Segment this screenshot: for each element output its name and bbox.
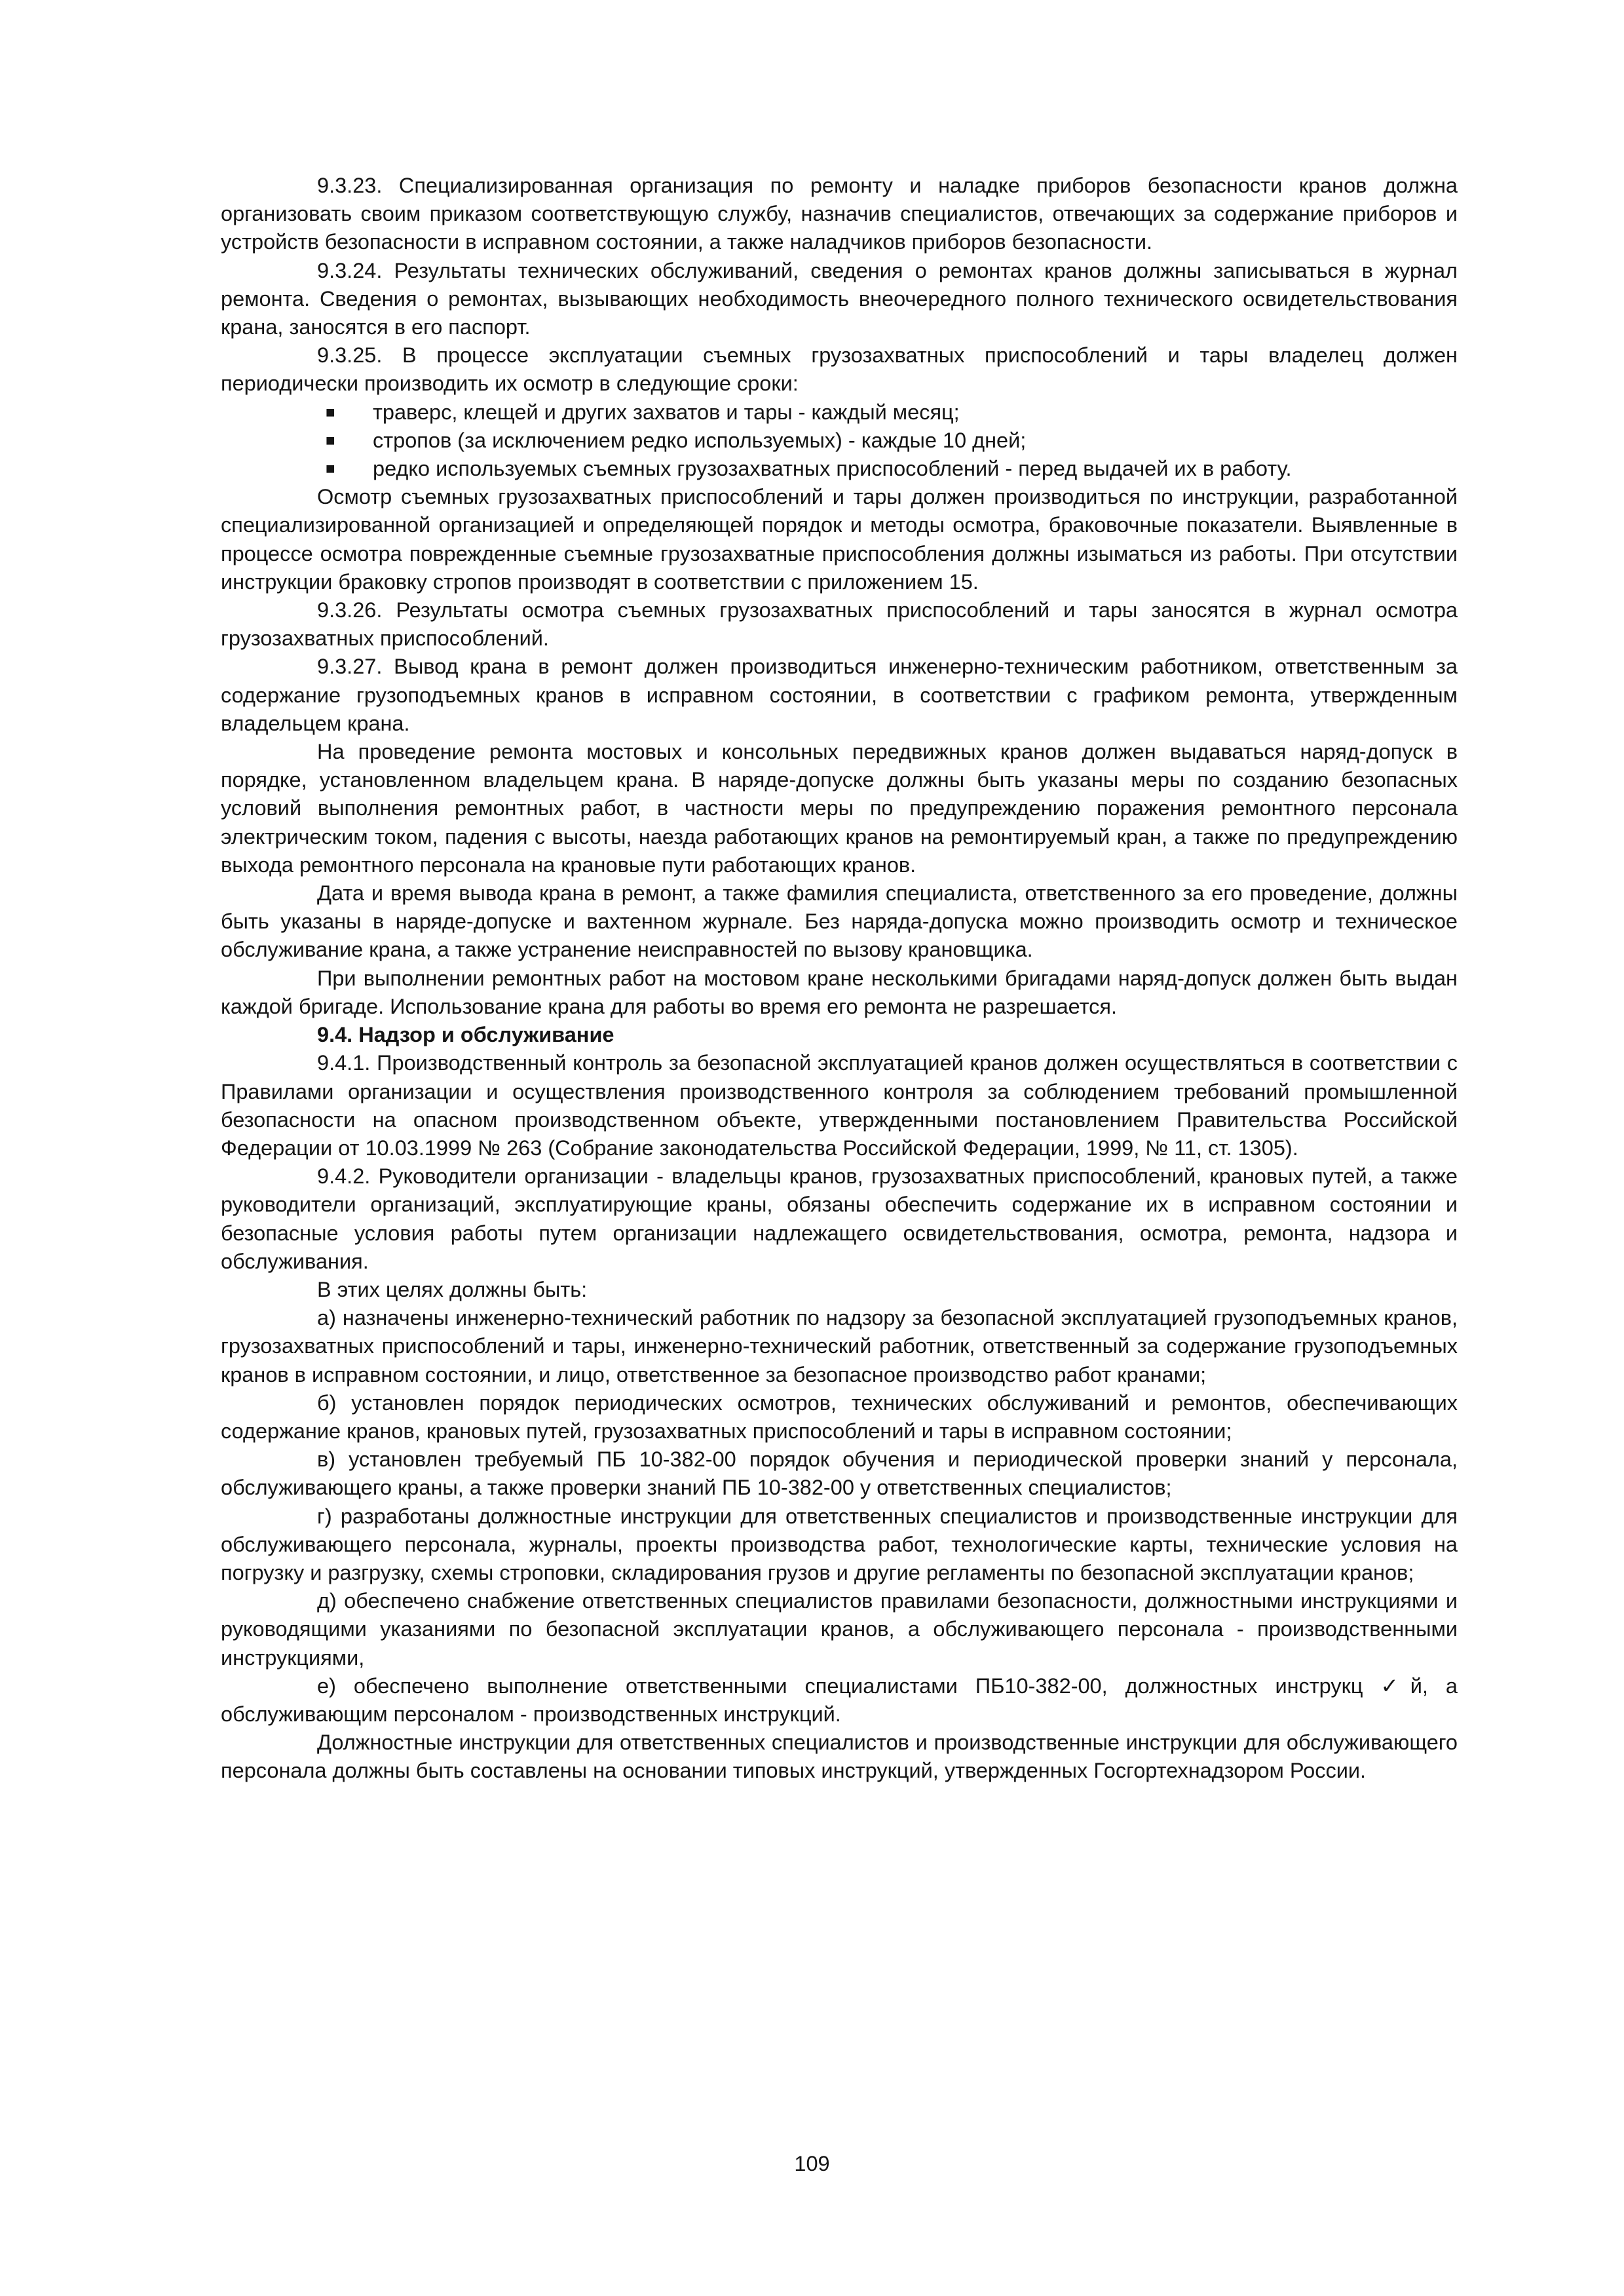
paragraph-item-b: б) установлен порядок периодических осмотров, технических обслуживаний и ремонтов, обеспечивающих содержание кранов, крановых путей, грузозахватных приспособлений и тары в исправном состоянии; [221,1390,1458,1443]
paragraph-9-3-25: 9.3.25. В процессе эксплуатации съемных грузозахватных приспособлений и тары владелец должен периодически производить их осмотр в следующие сроки: [221,343,1458,396]
paragraph-9-3-27: 9.3.27. Вывод крана в ремонт должен производиться инженерно-техническим работником, ответственным за содержание грузоподъемных кранов в исправном состоянии, в соответствии с графиком ремонта, утвержденным владельцем крана. [221,655,1458,735]
bullet-icon: ■ [326,460,335,478]
list-item [221,427,1458,455]
bullet-icon: ■ [326,403,335,421]
document-body [221,172,1458,1786]
paragraph-inspection: Осмотр съемных грузозахватных приспособлений и тары должен производиться по инструкции, разработанной специализированной организацией и определяющей порядок и методы осмотра, браковочные показатели. Выявленные в процессе осмотра поврежденные съемные грузозахватные приспособления должны изыматься из работы. При отсутствии инструкции браковку стропов производят в соответствии с приложением 15. [221,485,1458,594]
paragraph-permit: На проведение ремонта мостовых и консольных передвижных кранов должен выдаваться наряд-допуск в порядке, установленном владельцем крана. В наряде-допуске должны быть указаны меры по созданию безопасных условий выполнения ремонтных работ, в частности меры по предупреждению поражения ремонтного персонала электрическим током, падения с высоты, наезда работающих кранов на ремонтируемый кран, а также по предупреждению выхода ремонтного персонала на крановые пути работающих кранов. [221,740,1458,877]
section-heading-9-4: 9.4. Надзор и обслуживание [317,1023,614,1047]
paragraph-goals: В этих целях должны быть: [317,1277,588,1301]
list-item-text: стропов (за исключением редко используемых) - каждые 10 дней; [373,428,1027,452]
paragraph-item-v: в) установлен требуемый ПБ 10-382-00 порядок обучения и периодической проверки знаний у персонала, обслуживающего краны, а также проверки знаний ПБ 10-382-00 у ответственных специалистов; [221,1447,1458,1500]
inspection-schedule-list [221,398,1458,484]
list-item [221,398,1458,427]
paragraph-item-g: г) разработаны должностные инструкции для ответственных специалистов и производственные инструкции для обслуживающего персонала, журналы, проекты производства работ, технологические карты, технические условия на погрузку и разгрузку, схемы строповки, складирования грузов и другие регламенты по безопасной эксплуатации кранов; [221,1504,1458,1584]
paragraph-9-4-2: 9.4.2. Руководители организации - владельцы кранов, грузозахватных приспособлений, крановых путей, а также руководители организаций, эксплуатирующие краны, обязаны обеспечить содержание их в исправном состоянии и безопасные условия работы путем организации надлежащего освидетельствования, осмотра, ремонта, надзора и обслуживания. [221,1164,1458,1273]
paragraph-item-a: а) назначены инженерно-технический работник по надзору за безопасной эксплуатацией грузоподъемных кранов, грузозахватных приспособлений и тары, инженерно-технический работник, ответственный за содержание грузоподъемных кранов в исправном состоянии, и лицо, ответственное за безопасное производство работ кранами; [221,1306,1458,1387]
paragraph-9-3-24: 9.3.24. Результаты технических обслуживаний, сведения о ремонтах кранов должны записываться в журнал ремонта. Сведения о ремонтах, вызывающих необходимость внеочередного полного технического освидетельствования крана, заносятся в его паспорт. [221,258,1458,339]
paragraph-item-d: д) обеспечено снабжение ответственных специалистов правилами безопасности, должностными инструкциями и руководящими указаниями по безопасной эксплуатации кранов, а обслуживающего персонала - производственными инструкциями, [221,1589,1458,1670]
list-item-text: траверс, клещей и других захватов и тары - каждый месяц; [373,400,960,424]
list-item [221,455,1458,483]
page-number: 109 [794,2152,830,2175]
list-item-text: редко используемых съемных грузозахватных приспособлений - перед выдачей их в работу. [373,457,1292,481]
paragraph-item-e: е) обеспечено выполнение ответственными специалистами ПБ10-382-00, должностных инструкц ✓й, а обслуживающим персоналом - производственных инструкций. [221,1674,1458,1726]
paragraph-brigades: При выполнении ремонтных работ на мостовом кране несколькими бригадами наряд-допуск должен быть выдан каждой бригаде. Использование крана для работы во время его ремонта не разрешается. [221,966,1458,1018]
paragraph-9-3-26: 9.3.26. Результаты осмотра съемных грузозахватных приспособлений и тары заносятся в журнал осмотра грузозахватных приспособлений. [221,598,1458,651]
paragraph-9-3-23: 9.3.23. Специализированная организация по ремонту и наладке приборов безопасности кранов должна организовать своим приказом соответствующую службу, назначив специалистов, отвечающих за содержание приборов и устройств безопасности в исправном состоянии, а также наладчиков приборов безопасности. [221,174,1458,254]
paragraph-final: Должностные инструкции для ответственных специалистов и производственные инструкции для обслуживающего персонала должны быть составлены на основании типовых инструкций, утвержденных Госгортехнадзором России. [221,1731,1458,1783]
bullet-icon: ■ [326,431,335,450]
paragraph-9-4-1: 9.4.1. Производственный контроль за безопасной эксплуатацией кранов должен осуществляться в соответствии с Правилами организации и осуществления производственного контроля за соблюдением требований промышленной безопасности на опасном производственном объекте, утвержденными постановлением Правительства Российской Федерации от 10.03.1999 № 263 (Собрание законодательства Российской Федерации, 1999, № 11, ст. 1305). [221,1051,1458,1160]
paragraph-date: Дата и время вывода крана в ремонт, а также фамилия специалиста, ответственного за его проведение, должны быть указаны в наряде-допуске и вахтенном журнале. Без наряда-допуска можно производить осмотр и техническое обслуживание крана, а также устранение неисправностей по вызову крановщика. [221,881,1458,962]
